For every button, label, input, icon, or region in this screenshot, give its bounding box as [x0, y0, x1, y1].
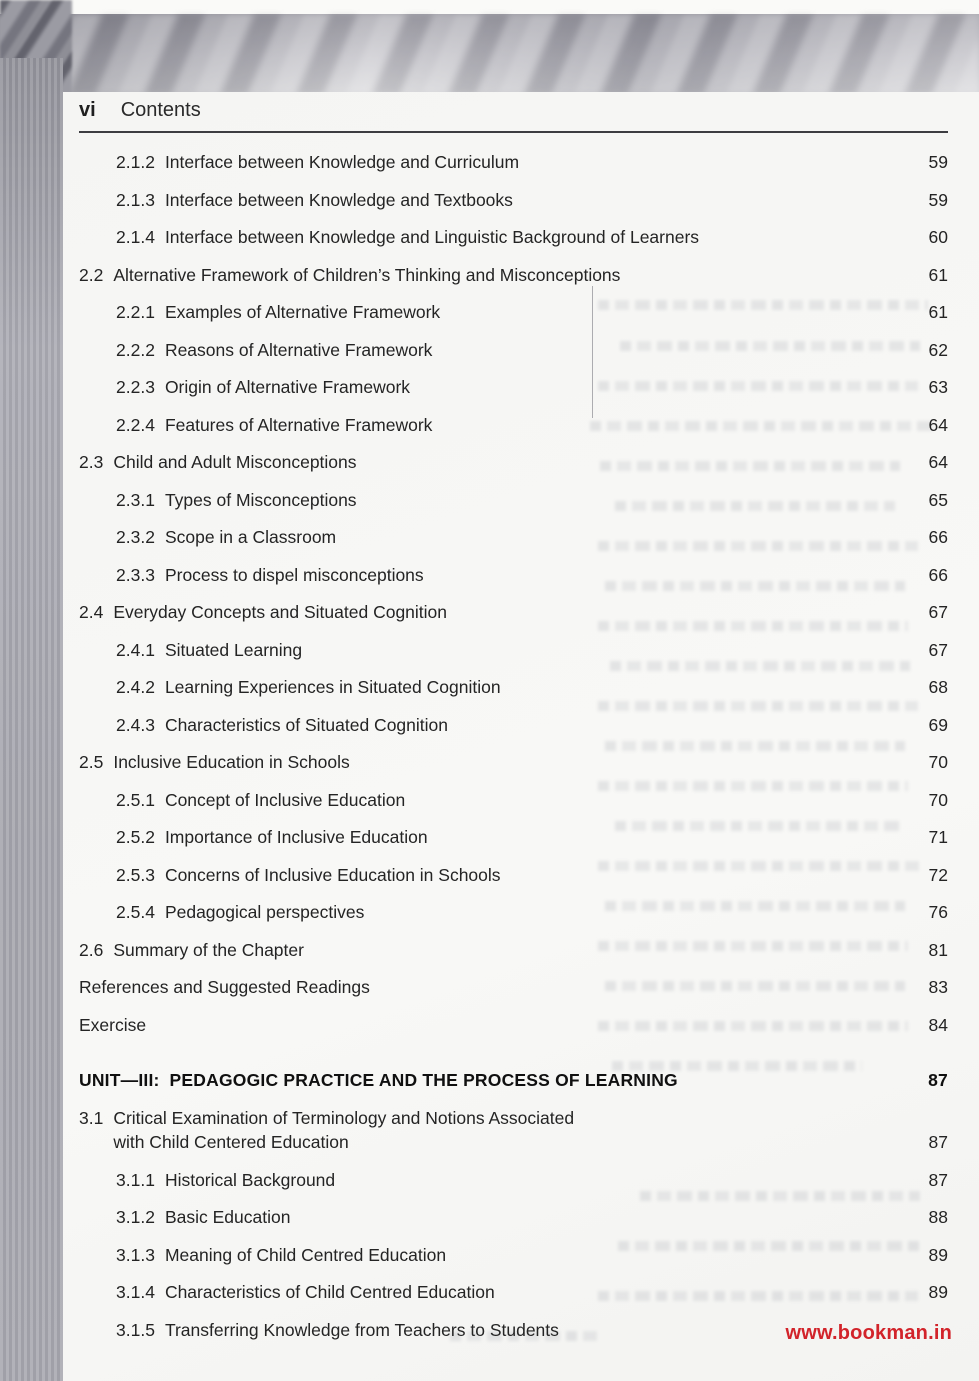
toc-entry-page: 67: [928, 602, 948, 622]
toc-entry-titles: [79, 1013, 902, 1038]
toc-entry-page: 63: [928, 377, 948, 397]
scan-shadow-band: [0, 14, 979, 94]
toc-entry-number: 2.2.2: [116, 339, 155, 360]
toc-entry: [79, 1205, 948, 1230]
toc-entry-page: 72: [928, 864, 948, 885]
toc-entry-number: 3.1.2: [116, 1207, 155, 1227]
toc-entry: [79, 375, 948, 400]
toc-entry-titles: [113, 750, 902, 775]
toc-entry-number: 2.1.2: [116, 152, 155, 172]
toc-entry-titles: [113, 263, 902, 288]
toc-entry-title: Alternative Framework of Children’s Thinking and Misconceptions: [113, 264, 621, 285]
toc-entry-number: 3.1.5: [116, 1319, 155, 1340]
toc-entry-page: 68: [928, 677, 948, 697]
toc-entry-page: 62: [928, 339, 948, 360]
toc-entry-page: 70: [928, 789, 948, 810]
toc-entry-number: 3.1: [79, 1107, 104, 1128]
toc-entry-page: 76: [928, 902, 948, 922]
toc-entry: [79, 488, 948, 513]
toc-entry-number: 2.3.3: [116, 564, 155, 585]
toc-entry: [79, 1168, 948, 1193]
toc-entry-page: 64: [928, 452, 948, 472]
toc-entry-page: 87: [928, 1070, 948, 1090]
toc-entry-number: 2.2.1: [116, 302, 155, 322]
toc-entry-title: Scope in a Classroom: [164, 527, 337, 547]
toc-entry: [79, 863, 948, 888]
folio-number: vi: [79, 99, 96, 121]
toc-entry-number: 2.2: [79, 264, 104, 285]
toc-entry-title: Critical Examination of Terminology and Notions Associated: [113, 1107, 575, 1128]
toc-entry-page: 87: [928, 1169, 948, 1190]
toc-entry-title: Importance of Inclusive Education: [164, 827, 428, 847]
toc-entry-titles: [113, 450, 902, 475]
toc-entry-title: Interface between Knowledge and Textbooks: [164, 189, 513, 210]
toc-entry: [79, 563, 948, 588]
toc-entry-number: 2.2.3: [116, 377, 155, 397]
toc-entry: [79, 225, 948, 250]
toc-entry-titles: [165, 1280, 902, 1305]
toc-entry-title-line2: with Child Centered Education: [113, 1132, 349, 1152]
toc-entry-titles: [165, 788, 902, 813]
toc-entry-titles: [79, 975, 902, 1000]
toc-entry-title: Examples of Alternative Framework: [164, 302, 441, 322]
header-rule: [79, 131, 948, 133]
toc-entry-titles: [165, 713, 902, 738]
toc-entry-titles: [165, 638, 902, 663]
toc-entry-number: 2.5.4: [116, 902, 155, 922]
toc-entry-number: 2.5.2: [116, 827, 155, 847]
watermark: www.bookman.in: [785, 1322, 952, 1344]
toc-entry-title: Concept of Inclusive Education: [164, 789, 406, 810]
toc-entry-title: Interface between Knowledge and Linguistic Background of Learners: [164, 227, 700, 247]
toc-entry: [79, 150, 948, 175]
toc-entry-title: Situated Learning: [164, 639, 303, 660]
toc-entry-title: Meaning of Child Centred Education: [164, 1244, 447, 1265]
toc-entry-number: 2.4.2: [116, 677, 155, 697]
toc-entry-number: UNIT—III:: [79, 1070, 160, 1090]
toc-entry-titles: [165, 675, 902, 700]
toc-entry-title: Child and Adult Misconceptions: [113, 452, 357, 472]
toc-entry-title: Everyday Concepts and Situated Cognition: [113, 602, 448, 622]
toc-entry: [79, 263, 948, 288]
toc-entry-titles: [113, 600, 902, 625]
toc-entry-title: Types of Misconceptions: [164, 489, 357, 510]
toc-entry-title: Pedagogical perspectives: [164, 902, 365, 922]
toc-entry-titles: [113, 938, 902, 963]
toc-entry: [79, 1013, 948, 1038]
page-header: [79, 99, 201, 122]
toc-entry: [79, 938, 948, 963]
toc-entry-page: 70: [928, 752, 948, 772]
toc-entry: [79, 1280, 948, 1305]
toc-entry-page: 61: [928, 264, 948, 285]
toc-entry-title: References and Suggested Readings: [79, 977, 370, 997]
page-title: Contents: [120, 99, 201, 121]
toc-entry-number: 2.4.3: [116, 714, 155, 735]
toc-entry-title: Transferring Knowledge from Teachers to Students: [164, 1319, 559, 1340]
toc-entry-titles: [165, 863, 902, 888]
toc-entry-titles: [113, 1106, 902, 1155]
toc-entry-page: 67: [928, 639, 948, 660]
toc-entry: [79, 600, 948, 625]
toc-list: [79, 150, 948, 1355]
toc-entry-page: 83: [928, 977, 948, 997]
toc-entry-page: 81: [928, 939, 948, 960]
scan-edge-strip: [0, 58, 63, 1381]
toc-entry-titles: [165, 300, 902, 325]
toc-entry-number: 2.4: [79, 602, 104, 622]
toc-entry-title: Features of Alternative Framework: [164, 414, 433, 435]
toc-entry-title: Summary of the Chapter: [113, 939, 304, 960]
toc-entry-titles: [165, 338, 902, 363]
toc-entry-title: Learning Experiences in Situated Cognition: [164, 677, 501, 697]
toc-entry-titles: [165, 563, 902, 588]
toc-entry-titles: [165, 188, 902, 213]
toc-entry-page: 64: [928, 414, 948, 435]
toc-entry: [79, 338, 948, 363]
toc-entry: [79, 675, 948, 700]
toc-entry-title: Historical Background: [164, 1169, 336, 1190]
toc-entry-page: 88: [928, 1207, 948, 1227]
toc-entry-page: 89: [928, 1244, 948, 1265]
toc-entry-titles: [165, 900, 902, 925]
toc-entry-page: 59: [928, 189, 948, 210]
toc-entry-number: 2.3.2: [116, 527, 155, 547]
toc-entry-title: Basic Education: [164, 1207, 291, 1227]
toc-entry-title: Interface between Knowledge and Curriculum: [164, 152, 520, 172]
toc-entry: [79, 788, 948, 813]
toc-entry-number: 2.5.1: [116, 789, 155, 810]
toc-entry-title: Inclusive Education in Schools: [113, 752, 350, 772]
toc-entry: [79, 975, 948, 1000]
toc-entry-page: 89: [928, 1282, 948, 1302]
toc-entry-number: 2.5: [79, 752, 104, 772]
toc-entry-page: 71: [928, 827, 948, 847]
toc-entry-page: 66: [928, 527, 948, 547]
toc-entry-titles: [165, 413, 902, 438]
toc-entry-titles: [165, 525, 902, 550]
toc-entry-number: 2.2.4: [116, 414, 155, 435]
toc-entry-number: 2.5.3: [116, 864, 155, 885]
toc-entry: [79, 1068, 948, 1093]
toc-entry-number: 2.1.4: [116, 227, 155, 247]
toc-entry-titles: [170, 1068, 902, 1093]
toc-entry: [79, 900, 948, 925]
toc-entry-page: 59: [928, 152, 948, 172]
toc-entry: [79, 188, 948, 213]
toc-entry-titles: [165, 1243, 902, 1268]
toc-entry: [79, 1106, 948, 1155]
toc-entry-titles: [165, 825, 902, 850]
toc-entry-titles: [165, 488, 902, 513]
toc-entry: [79, 638, 948, 663]
toc-entry-page: 65: [928, 489, 948, 510]
toc-entry-number: 3.1.4: [116, 1282, 155, 1302]
toc-entry: [79, 1243, 948, 1268]
toc-entry-title: Reasons of Alternative Framework: [164, 339, 433, 360]
toc-entry-title: Concerns of Inclusive Education in Schools: [164, 864, 501, 885]
toc-entry-page: 69: [928, 714, 948, 735]
toc-entry-number: 2.6: [79, 939, 104, 960]
toc-entry-number: 3.1.3: [116, 1244, 155, 1265]
toc-entry-title: Origin of Alternative Framework: [164, 377, 411, 397]
toc-entry-number: 2.3: [79, 452, 104, 472]
toc-entry: [79, 413, 948, 438]
toc-entry: [79, 825, 948, 850]
toc-entry-number: 3.1.1: [116, 1169, 155, 1190]
toc-entry-number: 2.1.3: [116, 189, 155, 210]
toc-entry-title: Characteristics of Situated Cognition: [164, 714, 448, 735]
toc-entry-page: 66: [928, 564, 948, 585]
toc-entry-number: 2.4.1: [116, 639, 155, 660]
toc-entry: [79, 713, 948, 738]
toc-entry: [79, 750, 948, 775]
toc-entry-titles: [165, 225, 902, 250]
toc-entry-title: Characteristics of Child Centred Education: [164, 1282, 495, 1302]
toc-entry-titles: [165, 1205, 902, 1230]
toc-entry-page: 87: [928, 1132, 948, 1152]
toc-entry-titles: [165, 150, 902, 175]
toc-entry-titles: [165, 375, 902, 400]
toc-entry-title: Process to dispel misconceptions: [164, 564, 424, 585]
toc-entry-number: 2.3.1: [116, 489, 155, 510]
toc-entry: [79, 525, 948, 550]
toc-entry-page: 84: [928, 1014, 948, 1035]
toc-entry: [79, 300, 948, 325]
toc-entry: [79, 450, 948, 475]
toc-entry-title: PEDAGOGIC PRACTICE AND THE PROCESS OF LEARNING: [169, 1070, 678, 1090]
toc-entry-page: 61: [928, 302, 948, 322]
toc-entry-titles: [165, 1168, 902, 1193]
toc-entry-page: 60: [928, 227, 948, 247]
toc-entry-title: Exercise: [79, 1014, 147, 1035]
